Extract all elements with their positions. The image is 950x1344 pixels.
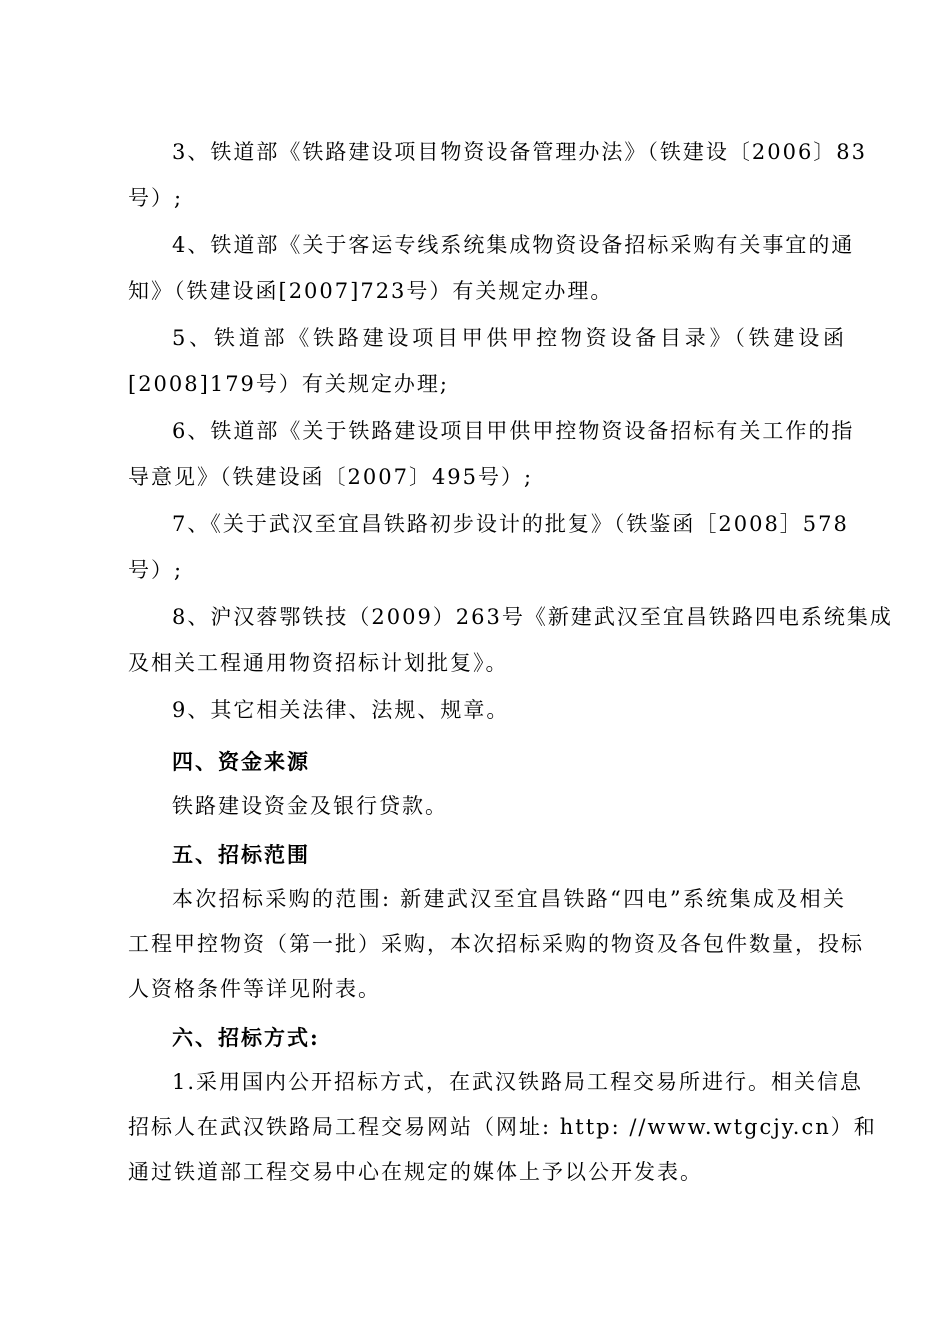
section-text-scope-line: 人资格条件等详见附表。 bbox=[128, 977, 381, 1001]
section-heading-funding: 四、资金来源 bbox=[172, 749, 310, 774]
reference-item-7 bbox=[128, 500, 849, 593]
section-heading-scope: 五、招标范围 bbox=[172, 842, 310, 867]
document-body bbox=[128, 128, 893, 1195]
reference-item-line: 6、铁道部《关于铁路建设项目甲供甲控物资设备招标有关工作的指 bbox=[172, 419, 855, 443]
reference-item-8 bbox=[128, 593, 893, 686]
reference-item-6 bbox=[128, 407, 855, 500]
reference-item-line: 号）; bbox=[128, 558, 184, 582]
reference-item-9 bbox=[128, 686, 846, 734]
reference-item-line: 导意见》（铁建设函〔2007〕495号）; bbox=[128, 465, 534, 489]
reference-item-line: 4、铁道部《关于客运专线系统集成物资设备招标采购有关事宜的通 bbox=[172, 233, 855, 257]
reference-item-line: 3、铁道部《铁路建设项目物资设备管理办法》（铁建设〔2006〕83 bbox=[172, 140, 868, 164]
section-text-scope-line: 本次招标采购的范围: 新建武汉至宜昌铁路“四电”系统集成及相关 bbox=[172, 887, 846, 911]
section-text-method-line: 1.采用国内公开招标方式，在武汉铁路局工程交易所进行。相关信息 bbox=[172, 1070, 864, 1094]
section-text-method-line: 通过铁道部工程交易中心在规定的媒体上予以公开发表。 bbox=[128, 1160, 703, 1184]
reference-item-line: 知》（铁建设函[2007]723号）有关规定办理。 bbox=[128, 279, 614, 303]
section-text-funding: 铁路建设资金及银行贷款。 bbox=[172, 794, 448, 818]
reference-item-line: 及相关工程通用物资招标计划批复》。 bbox=[128, 651, 509, 675]
reference-item-4 bbox=[128, 221, 855, 314]
section-text-method-line: 招标人在武汉铁路局工程交易网站（网址: http: //www.wtgcjy.cn）和 bbox=[128, 1115, 877, 1139]
reference-item-5 bbox=[128, 314, 846, 407]
section-heading-method: 六、招标方式: bbox=[172, 1025, 320, 1050]
reference-item-line: 5、铁道部《铁路建设项目甲供甲控物资设备目录》（铁建设函 bbox=[172, 326, 846, 350]
reference-item-line: [2008]179号）有关规定办理; bbox=[128, 372, 449, 396]
reference-item-line: 8、沪汉蓉鄂铁技（2009）263号《新建武汉至宜昌铁路四电系统集成 bbox=[172, 605, 893, 629]
reference-item-line: 号）; bbox=[128, 186, 184, 210]
section-text-scope-line: 工程甲控物资（第一批）采购，本次招标采购的物资及各包件数量，投标 bbox=[128, 932, 864, 956]
reference-item-line: 7、《关于武汉至宜昌铁路初步设计的批复》（铁鉴函［2008］578 bbox=[172, 512, 849, 536]
reference-item-3 bbox=[128, 128, 868, 221]
reference-item-line: 9、其它相关法律、法规、规章。 bbox=[172, 698, 510, 722]
